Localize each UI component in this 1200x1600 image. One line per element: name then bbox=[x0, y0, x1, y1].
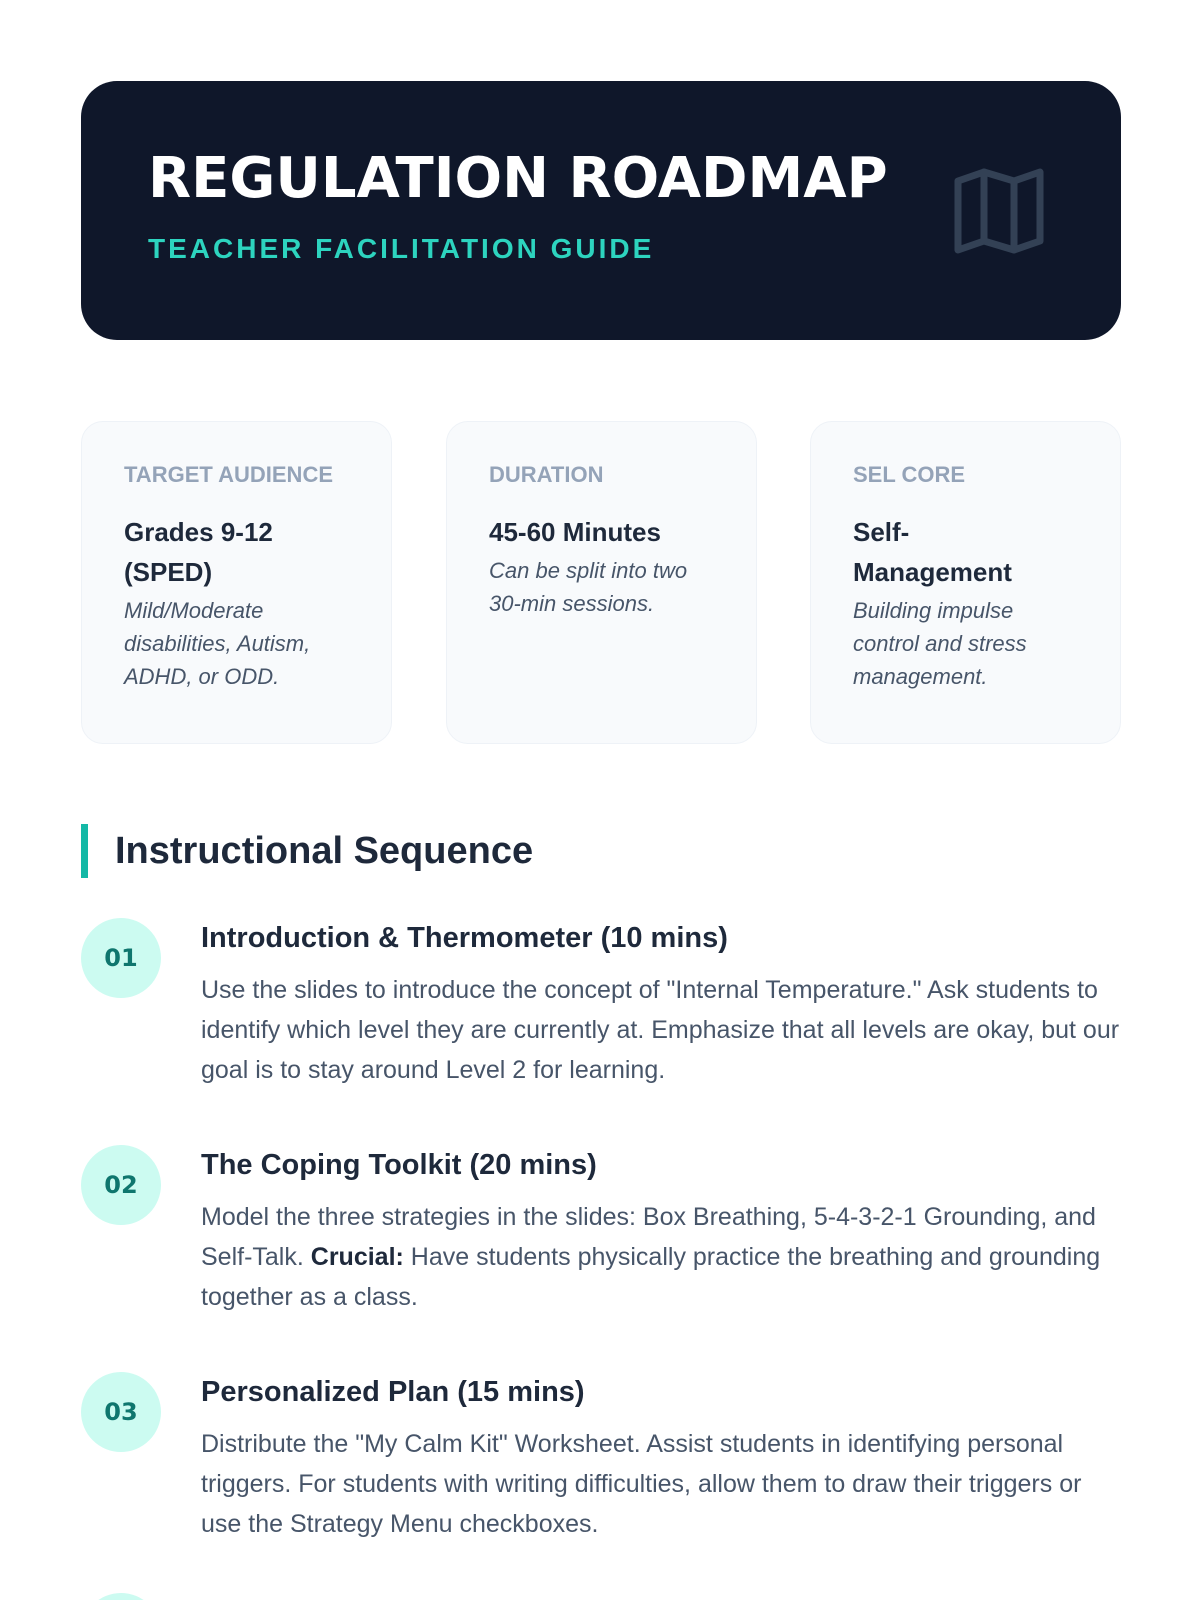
step-number-badge: 02 bbox=[81, 1145, 161, 1225]
step-text-part: Have students physically practice the breathing and grounding together as a class. bbox=[201, 1243, 1101, 1311]
page-title: REGULATION ROADMAP bbox=[148, 146, 888, 211]
info-card-sel-core bbox=[810, 421, 1121, 744]
step-text: Use the slides to introduce the concept of "Internal Temperature." Ask students to identify which level they are currently at. Emphasize that all levels are okay, but our goal is to stay around Level 2 for learning. bbox=[201, 976, 1120, 1084]
card-note: Can be split into two 30-min sessions. bbox=[489, 558, 688, 616]
step-number-badge: 01 bbox=[81, 918, 161, 998]
step-text-emphasis: Crucial: bbox=[310, 1243, 404, 1271]
step-body bbox=[201, 920, 1121, 1090]
step-text bbox=[201, 1197, 1121, 1317]
card-label: SEL CORE bbox=[853, 462, 966, 487]
section-title: Instructional Sequence bbox=[115, 830, 534, 872]
step-text: Distribute the "My Calm Kit" Worksheet. Assist students in identifying personal triggers. For students with writing difficulties, allow them to draw their triggers or use the Strategy Menu checkboxes. bbox=[201, 1430, 1082, 1538]
card-label: TARGET AUDIENCE bbox=[124, 462, 333, 487]
step-title: Personalized Plan (15 mins) bbox=[201, 1376, 585, 1408]
card-note: Mild/Moderate disabilities, Autism, ADHD, or ODD. bbox=[124, 598, 311, 689]
section-heading bbox=[81, 824, 533, 878]
step-text-part: Model the three strategies in the slides: Box Breathing, 5-4-3-2-1 Grounding, and Self-Talk. bbox=[201, 1203, 1096, 1271]
info-card-target-audience bbox=[81, 421, 392, 744]
card-value: Self-Management bbox=[853, 517, 1012, 587]
step-title: Introduction & Thermometer (10 mins) bbox=[201, 922, 728, 954]
step-body bbox=[201, 1147, 1121, 1317]
step-title: The Coping Toolkit (20 mins) bbox=[201, 1149, 597, 1181]
card-value: Grades 9-12 (SPED) bbox=[124, 517, 273, 587]
page-subtitle: TEACHER FACILITATION GUIDE bbox=[148, 233, 655, 264]
step-body bbox=[201, 1374, 1121, 1544]
card-label: DURATION bbox=[489, 462, 604, 487]
step-number-badge: 03 bbox=[81, 1372, 161, 1452]
map-icon bbox=[953, 167, 1045, 255]
card-value: 45-60 Minutes bbox=[489, 517, 661, 547]
header-banner bbox=[81, 81, 1121, 340]
card-note: Building impulse control and stress management. bbox=[853, 598, 1027, 689]
step-number-badge bbox=[81, 1593, 161, 1600]
info-card-duration bbox=[446, 421, 757, 744]
